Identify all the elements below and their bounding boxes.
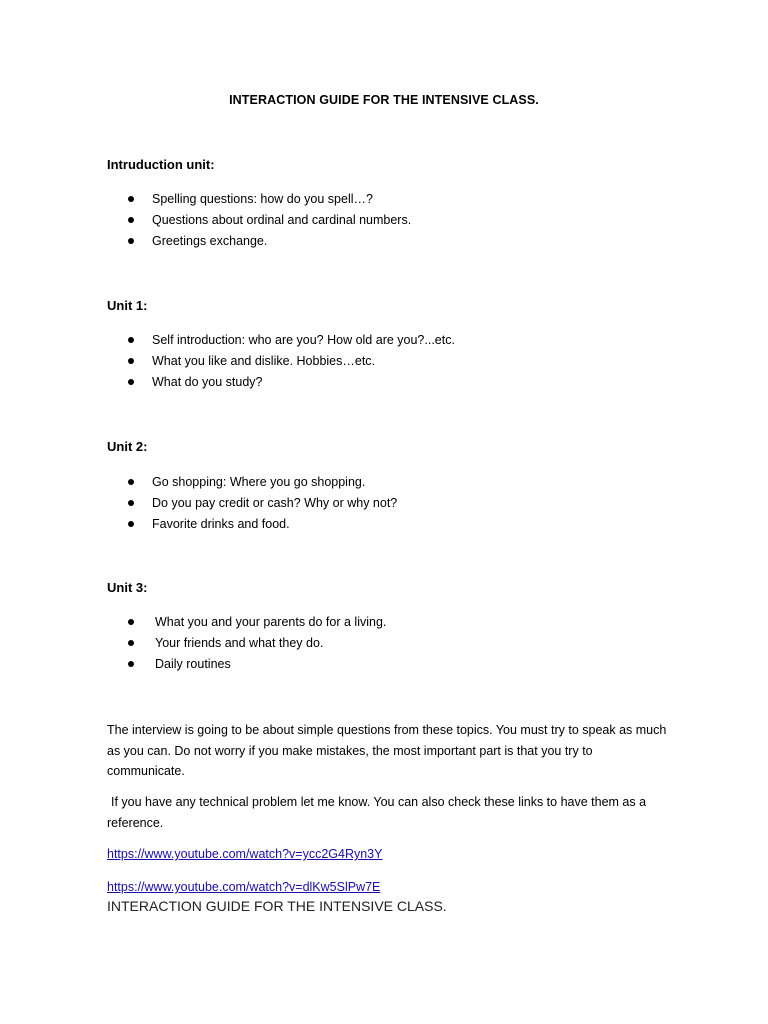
technical-help-paragraph: If you have any technical problem let me know. You can also check these links to have them as a reference.	[107, 795, 647, 830]
instructions-paragraph: The interview is going to be about simple questions from these topics. You must try to speak as much as you can. Do not worry if you make mistakes, the most important part is that you try to communicate.	[107, 723, 667, 778]
reference-link-2[interactable]: https://www.youtube.com/watch?v=dlKw5SlPw7E	[107, 880, 381, 894]
list-item-text: Favorite drinks and food.	[152, 517, 290, 531]
list-item	[107, 656, 386, 677]
document-title: INTERACTION GUIDE FOR THE INTENSIVE CLASS.	[229, 93, 539, 107]
list-item-text: Your friends and what they do.	[155, 636, 324, 650]
list-item-text: Questions about ordinal and cardinal numbers.	[152, 213, 412, 227]
list-item	[107, 212, 411, 233]
introduction-bullet-list	[107, 191, 411, 254]
list-item	[107, 474, 397, 495]
list-item	[107, 635, 386, 656]
section-heading-introduction: Intruduction unit:	[107, 157, 215, 172]
reference-link-1[interactable]: https://www.youtube.com/watch?v=ycc2G4Ryn3Y	[107, 847, 383, 861]
repeated-title-caption: INTERACTION GUIDE FOR THE INTENSIVE CLASS.	[107, 898, 447, 914]
bullet-icon	[128, 661, 134, 667]
bullet-icon	[128, 479, 134, 485]
list-item-text: What you and your parents do for a living.	[155, 615, 387, 629]
bullet-icon	[128, 640, 134, 646]
list-item	[107, 233, 411, 254]
bullet-icon	[128, 196, 134, 202]
bullet-icon	[128, 500, 134, 506]
unit-1-bullet-list	[107, 332, 455, 395]
bullet-icon	[128, 217, 134, 223]
bullet-icon	[128, 358, 134, 364]
section-heading-unit-2: Unit 2:	[107, 439, 148, 454]
unit-2-bullet-list	[107, 474, 397, 537]
list-item	[107, 495, 397, 516]
list-item	[107, 516, 397, 537]
bullet-icon	[128, 337, 134, 343]
list-item-text: What you like and dislike. Hobbies…etc.	[152, 354, 376, 368]
list-item	[107, 191, 411, 212]
section-heading-unit-1: Unit 1:	[107, 298, 148, 313]
bullet-icon	[128, 619, 134, 625]
list-item	[107, 614, 386, 635]
section-heading-unit-3: Unit 3:	[107, 580, 148, 595]
list-item	[107, 332, 455, 353]
list-item-text: Daily routines	[155, 657, 231, 671]
bullet-icon	[128, 238, 134, 244]
bullet-icon	[128, 521, 134, 527]
list-item-text: Do you pay credit or cash? Why or why not?	[152, 496, 398, 510]
bullet-icon	[128, 379, 134, 385]
list-item-text: What do you study?	[152, 375, 263, 389]
list-item-text: Go shopping: Where you go shopping.	[152, 475, 366, 489]
list-item-text: Self introduction: who are you? How old are you?...etc.	[152, 333, 455, 347]
list-item-text: Greetings exchange.	[152, 234, 268, 248]
list-item-text: Spelling questions: how do you spell…?	[152, 192, 373, 206]
unit-3-bullet-list	[107, 614, 386, 677]
list-item	[107, 353, 455, 374]
list-item	[107, 374, 455, 395]
